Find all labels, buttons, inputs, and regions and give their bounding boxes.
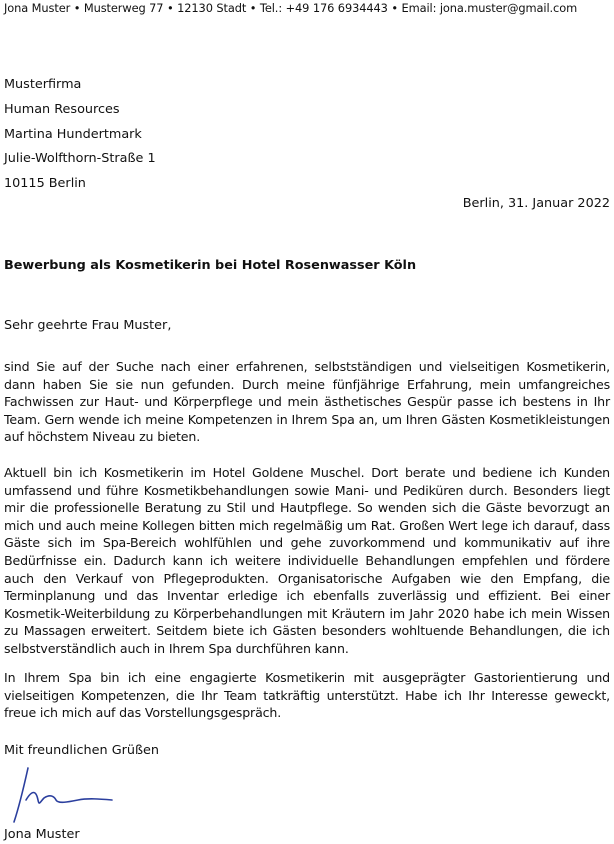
letter-subject: Bewerbung als Kosmetikerin bei Hotel Rosenwasser Köln [4,258,417,273]
salutation: Sehr geehrte Frau Muster, [4,318,172,333]
handwritten-signature [8,760,118,830]
recipient-contact: Martina Hundertmark [4,126,142,142]
closing-phrase: Mit freundlichen Grüßen [4,743,160,758]
body-paragraph-3: In Ihrem Spa bin ich eine engagierte Kosmetikerin mit ausgeprägter Gastorientierung und vielseitigen Kompetenzen, die Ihr Team tatkräftig unterstützt. Habe ich Ihr Interesse geweckt, freue ich mich auf das Vorstellungsgespräch. [4,670,610,721]
sender-header: Jona Muster • Musterweg 77 • 12130 Stadt • Tel.: +49 176 6934443 • Email: jona.muster@gmail.com [4,1,578,15]
recipient-address [4,73,156,197]
recipient-company: Musterfirma [4,77,82,92]
recipient-department: Human Resources [4,101,120,117]
signature-name: Jona Muster [4,827,80,842]
recipient-street: Julie-Wolfthorn-Straße 1 [4,151,156,167]
body-paragraph-1: sind Sie auf der Suche nach einer erfahrenen, selbstständigen und vielseitigen Kosmetikerin, dann haben Sie sie nun gefunden. Durch meine fünfjährige Erfahrung, mein umfangreiches Fachwissen zur Haut- und Körperpflege und mein ästhetisches Gespür passe ich bestens in Ihr Team. Gern wende ich meine Kompetenzen in Ihrem Spa an, um Ihren Gästen Kosmetikleistungen auf höchstem Niveau zu bieten. [4,359,610,445]
recipient-city: 10115 Berlin [4,176,86,192]
signature-stroke [14,768,112,822]
letter-date: Berlin, 31. Januar 2022 [462,196,610,211]
body-paragraph-2: Aktuell bin ich Kosmetikerin im Hotel Goldene Muschel. Dort berate und bediene ich Kunden umfassend und führe Kosmetikbehandlungen sowie Mani- und Pediküren durch. Besonders liegt mir die professionelle Beratung zu Stil und Hautpflege. So wenden sich die Gäste bevorzugt an mich und auch meine Kollegen bitten mich regelmäßig um Rat. Großen Wert lege ich darauf, dass Gäste sich im Spa-Bereich wohlfühlen und gehe zuvorkommend und kommunikativ auf ihre Bedürfnisse ein. Dadurch kann ich weitere individuelle Behandlungen empfehlen und fördere auch den Verkauf von Pflegeprodukten. Organisatorische Aufgaben wie den Empfang, die Terminplanung und das Inventar erledige ich ebenfalls zuverlässig und effizient. Bei einer Kosmetik-Weiterbildung zu Körperbehandlungen mit Kräutern im Jahr 2020 habe ich mein Wissen zu Massagen erweitert. Seitdem biete ich Gästen besonders wohltuende Behandlungen, die ich selbstverständlich auch in Ihrem Spa durchführen kann. [4,465,610,656]
